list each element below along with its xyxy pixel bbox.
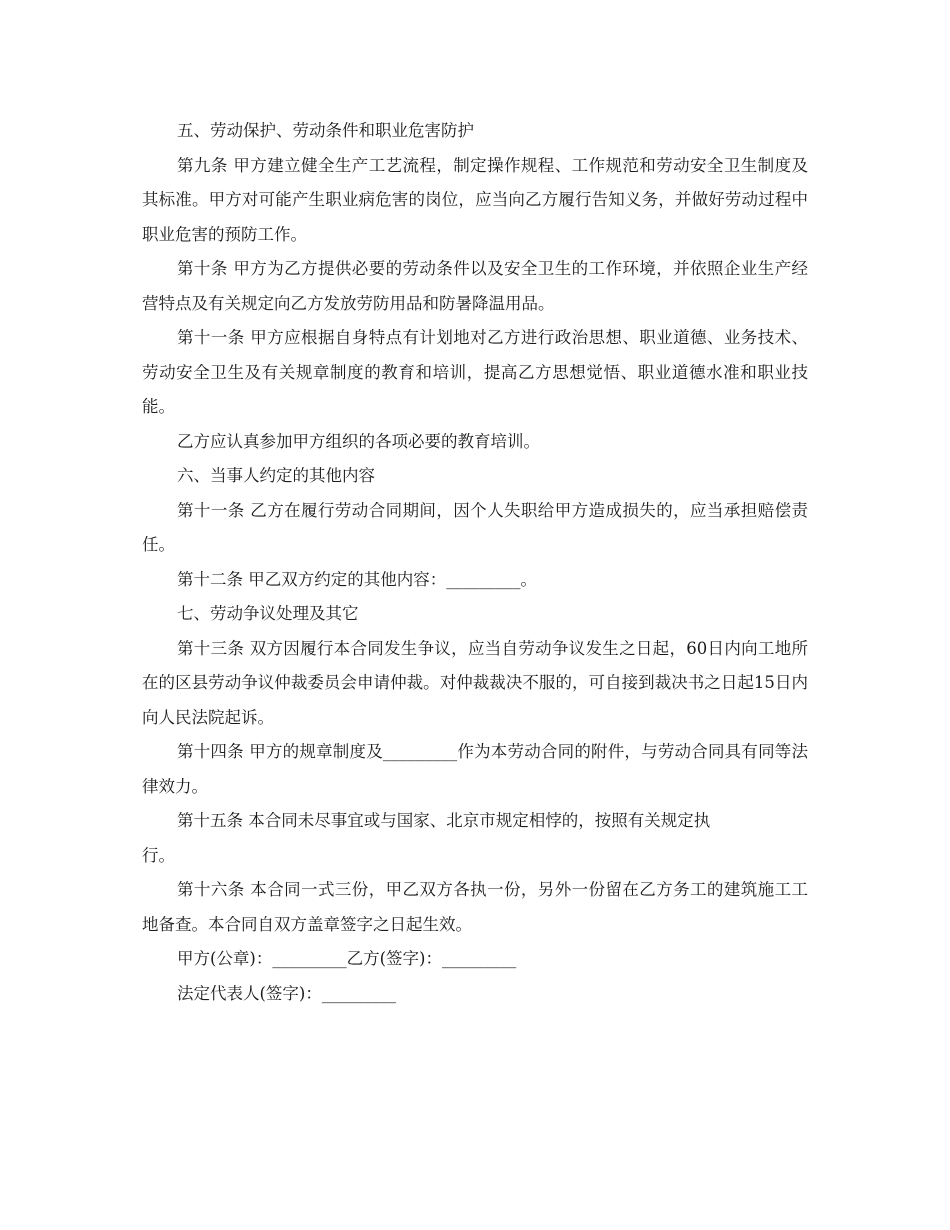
clause-10: 第十条 甲方为乙方提供必要的劳动条件以及安全卫生的工作环境，并依照企业生产经营特点及有关规定向乙方发放劳防用品和防暑降温用品。 (142, 259, 808, 313)
clause-13: 第十三条 双方因履行本合同发生争议，应当自劳动争议发生之日起，60日内向工地所在的区县劳动争议仲裁委员会申请仲裁。对仲裁裁决不服的，可自接到裁决书之日起15日内向人民法院起诉。 (142, 638, 808, 727)
signature-line-parties: 甲方(公章)：_________乙方(签字)：_________ (177, 949, 517, 968)
clause-11-training: 第十一条 甲方应根据自身特点有计划地对乙方进行政治思想、职业道德、业务技术、劳动安全卫生及有关规章制度的教育和培训，提高乙方思想觉悟、职业道德水准和职业技能。 (142, 328, 808, 416)
clause-11-liability: 第十一条 乙方在履行劳动合同期间，因个人失职给甲方造成损失的，应当承担赔偿责任。 (142, 500, 808, 554)
clause-9: 第九条 甲方建立健全生产工艺流程，制定操作规程、工作规范和劳动安全卫生制度及其标准。甲方对可能产生职业病危害的岗位，应当向乙方履行告知义务，并做好劳动过程中职业危害的预防工作。 (142, 155, 808, 244)
section-heading-other-terms: 六、当事人约定的其他内容 (177, 466, 375, 485)
signature-line-legal-representative: 法定代表人(签字)：_________ (177, 983, 397, 1003)
training-obligation: 乙方应认真参加甲方组织的各项必要的教育培训。 (177, 431, 540, 451)
clause-16: 第十六条 本合同一式三份，甲乙双方各执一份，另外一份留在乙方务工的建筑施工工地备查。本合同自双方盖章签字之日起生效。 (142, 880, 808, 934)
clause-12: 第十二条 甲乙双方约定的其他内容：_________。 (177, 569, 537, 589)
section-heading-labor-protection: 五、劳动保护、劳动条件和职业危害防护 (177, 121, 474, 140)
section-heading-disputes: 七、劳动争议处理及其它 (177, 604, 359, 623)
contract-body (142, 114, 808, 1011)
clause-14: 第十四条 甲方的规章制度及_________作为本劳动合同的附件，与劳动合同具有同等法律效力。 (142, 742, 808, 796)
clause-15: 第十五条 本合同未尽事宜或与国家、北京市规定相悖的，按照有关规定执 行。 (142, 811, 711, 865)
